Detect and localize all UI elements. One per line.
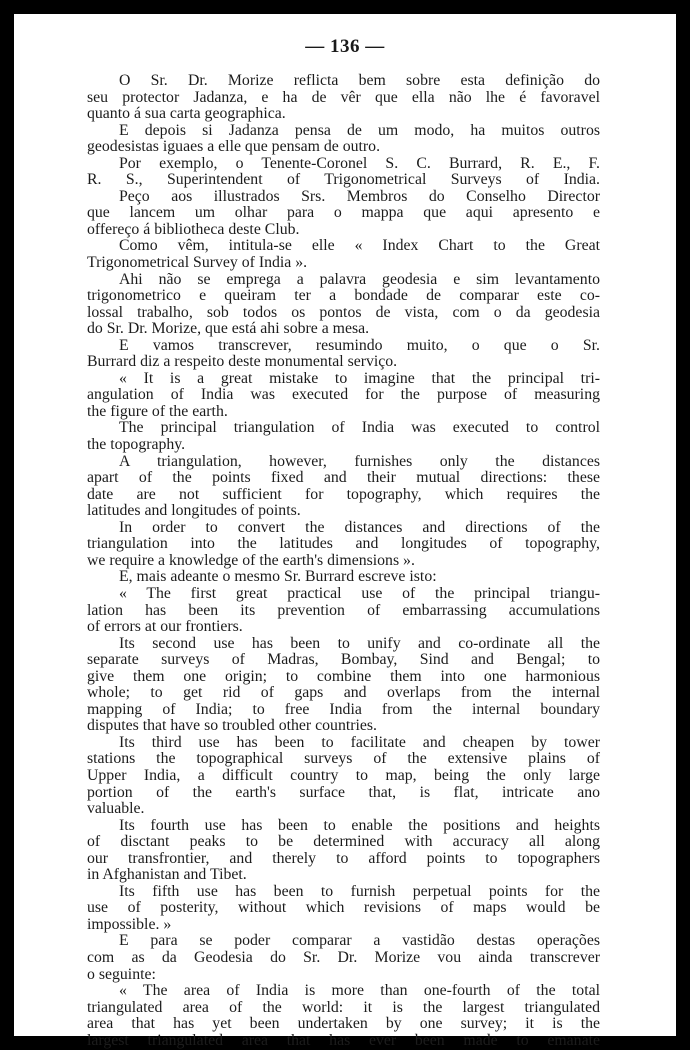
- text-line: date are not sufficient for topography, which requires the: [87, 485, 600, 503]
- text-line: Peço aos illustrados Srs. Membros do Conselho Director: [119, 187, 600, 205]
- text-line: impossible. »: [87, 915, 172, 933]
- text-line: portion of the earth's surface that, is flat, intricate ano: [87, 783, 600, 801]
- text-line: of errors at our frontiers.: [87, 618, 243, 636]
- text-line: the topography.: [87, 436, 186, 454]
- text-line: the figure of the earth.: [87, 402, 228, 420]
- text-line: mapping of India; to free India from the internal boundary: [87, 700, 600, 718]
- text-line: angulation of India was executed for the purpose of measuring: [87, 386, 600, 404]
- text-line: que lancem um olhar para o mappa que aqui apresento e: [87, 204, 600, 222]
- page-number: — 136 —: [305, 36, 385, 57]
- text-line: Trigonometrical Survey of India ».: [87, 254, 308, 272]
- text-line: whole; to get rid of gaps and overlaps from the internal: [87, 684, 600, 702]
- text-line: o seguinte:: [87, 965, 156, 983]
- text-line: A triangulation, however, furnishes only the distances: [119, 452, 600, 470]
- text-line: Ahi não se emprega a palavra geodesia e sim levantamento: [119, 270, 600, 288]
- text-line: stations the topographical surveys of the extensive plains of: [87, 750, 600, 768]
- text-line: our transfrontier, and therely to afford points to topographers: [87, 849, 600, 867]
- text-line: R. S., Superintendent of Trigonometrical Surveys of India.: [87, 171, 600, 189]
- text-line: Upper India, a difficult country to map, being the only large: [87, 766, 600, 784]
- text-line: The principal triangulation of India was executed to control: [119, 419, 600, 437]
- text-line: in Afghanistan and Tibet.: [87, 866, 247, 884]
- text-line: Its fifth use has been to furnish perpetual points for the: [119, 882, 600, 900]
- text-line: we require a knowledge of the earth's dimensions ».: [87, 551, 415, 569]
- text-line: Burrard diz a respeito deste monumental serviço.: [87, 353, 398, 371]
- body-text: [87, 73, 600, 1049]
- text-line: largest triangulated area that has ever been made to emanate: [87, 1031, 600, 1049]
- text-line: « The area of India is more than one-fourth of the total: [119, 982, 600, 1000]
- text-line: triangulated area of the world: it is the largest triangulated: [87, 998, 600, 1016]
- text-line: « The first great practical use of the principal triangu-: [119, 584, 600, 602]
- text-line: apart of the points fixed and their mutual directions: these: [87, 469, 600, 487]
- text-line: geodesistas iguaes a elle que pensam de outro.: [87, 138, 381, 156]
- text-line: E vamos transcrever, resumindo muito, o que o Sr.: [119, 336, 600, 354]
- text-line: com as da Geodesia do Sr. Dr. Morize vou ainda transcrever: [87, 948, 600, 966]
- text-line: valuable.: [87, 800, 145, 818]
- text-line: Por exemplo, o Tenente-Coronel S. C. Burrard, R. E., F.: [119, 154, 600, 172]
- text-line: trigonometrico e queiram ter a bondade de comparar este co-: [87, 287, 600, 305]
- text-line: E, mais adeante o mesmo Sr. Burrard escreve isto:: [119, 568, 437, 586]
- text-line: lation has been its prevention of embarrassing accumulations: [87, 601, 600, 619]
- text-line: Its third use has been to facilitate and cheapen by tower: [119, 733, 600, 751]
- text-line: lossal trabalho, sob todos os pontos de vista, com o da geodesia: [87, 303, 600, 321]
- text-line: E depois si Jadanza pensa de um modo, ha muitos outros: [119, 121, 600, 139]
- text-line: triangulation into the latitudes and longitudes of topography,: [87, 535, 600, 553]
- document-page: [14, 14, 676, 1049]
- text-line: « It is a great mistake to imagine that the principal tri-: [119, 369, 600, 387]
- text-line: Its fourth use has been to enable the positions and heights: [119, 816, 600, 834]
- text-line: offereço á bibliotheca deste Club.: [87, 220, 300, 238]
- text-line: of disctant peaks to be determined with accuracy all along: [87, 833, 600, 851]
- text-line: E para se poder comparar a vastidão destas operações: [119, 932, 600, 950]
- text-line: do Sr. Dr. Morize, que está ahi sobre a mesa.: [87, 320, 370, 338]
- text-line: seu protector Jadanza, e ha de vêr que ella não lhe é favoravel: [87, 88, 600, 106]
- text-line: Como vêm, intitula-se elle « Index Chart to the Great: [119, 237, 600, 255]
- text-line: In order to convert the distances and directions of the: [119, 518, 600, 536]
- text-line: use of posterity, without which revisions of maps would be: [87, 899, 600, 917]
- text-line: latitudes and longitudes of points.: [87, 502, 301, 520]
- text-line: separate surveys of Madras, Bombay, Sind and Bengal; to: [87, 651, 600, 669]
- text-line: give them one origin; to combine them into one harmonious: [87, 667, 600, 685]
- text-line: disputes that have so troubled other countries.: [87, 717, 377, 735]
- text-line: Its second use has been to unify and co-ordinate all the: [119, 634, 600, 652]
- text-line: area that has yet been undertaken by one survey; it is the: [87, 1015, 600, 1033]
- text-line: O Sr. Dr. Morize reflicta bem sobre esta definição do: [119, 72, 600, 89]
- text-line: quanto á sua carta geographica.: [87, 105, 286, 123]
